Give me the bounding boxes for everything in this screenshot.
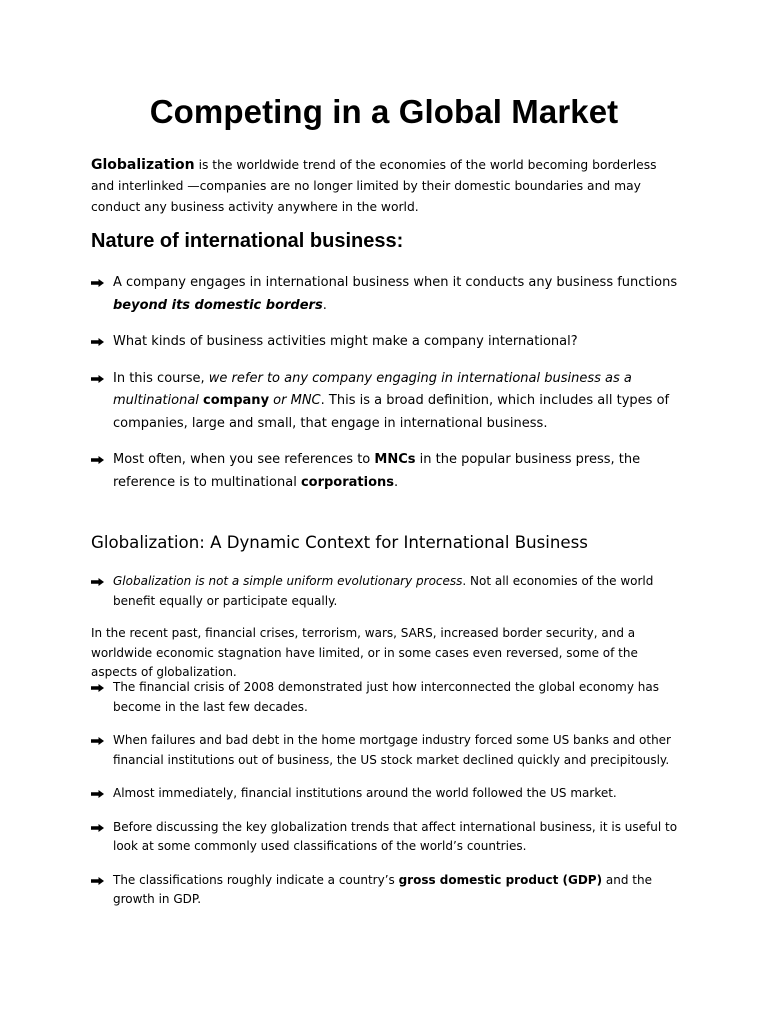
text-run: The classifications roughly indicate a country’s [113,872,399,887]
arrow-bullet-icon [91,737,104,745]
bullet-text [113,873,652,907]
bullet-item [91,572,693,611]
bullet-item [91,449,688,494]
text-run: corporations [300,474,395,490]
text-run: or MNC [269,393,321,408]
text-run: Most often, when you see references to [113,452,375,467]
nature-bullet-list [91,272,688,494]
page-title: Competing in a Global Market [149,93,619,130]
section-heading-globalization: Globalization: A Dynamic Context for International Business [91,533,588,552]
text-run: Globalization is not a simple uniform evolutionary process [113,574,463,588]
globalization-paragraph: In the recent past, financial crises, terrorism, wars, SARS, increased border security, and a worldwide economic stagnation have limited, or in some cases even reversed, some of the aspects of globalization. [91,626,638,679]
text-run: company [203,393,270,408]
text-run: . [322,297,327,313]
text-run: in the popular business press, the reference is to multinational [113,452,641,490]
bullet-item [91,678,693,717]
arrow-bullet-icon [91,824,104,832]
text-run: . [394,474,399,490]
arrow-bullet-icon [91,375,104,383]
text-run: In this course, [113,370,209,386]
bullet-text [113,786,617,800]
text-run: A company engages in international business when it conducts any business functions [113,275,678,290]
bullet-item [91,331,688,354]
bullet-text [113,820,677,854]
text-run: and the growth in GDP. [113,872,652,906]
intro-paragraph [91,155,671,218]
intro-lead-term: Globalization [91,157,195,173]
arrow-bullet-icon [91,578,104,586]
arrow-bullet-icon [91,279,104,287]
text-run: What kinds of business activities might make a company international? [113,334,578,349]
intro-text: is the worldwide trend of the economies of the world becoming borderless and interlinked —companies are no longer limited by their domestic boundaries and may conduct any business activity anywhere in the world. [91,158,657,214]
text-run: Almost immediately, financial institutions around the world followed the US market. [113,786,617,800]
bullet-text [113,680,659,714]
bullet-item [91,731,693,770]
crisis-bullet-list [91,678,693,910]
text-run: . Not all economies of the world benefit equally or participate equally. [113,574,654,608]
text-run: gross domestic product (GDP) [398,872,603,887]
bullet-text [113,574,653,608]
bullet-text [113,452,640,490]
text-run: Before discussing the key globalization trends that affect international business, it is useful to look at some commonly used classifications of the world’s countries. [113,819,678,853]
arrow-bullet-icon [91,456,104,464]
bullet-item [91,784,693,804]
section-heading-nature: Nature of international business: [91,230,404,252]
text-run: The financial crisis of 2008 demonstrated just how interconnected the global economy has become in the last few decades. [113,680,659,714]
text-run: . This is a broad definition, which includes all types of companies, large and small, that engage in international business. [113,393,670,431]
bullet-text [113,733,671,767]
bullet-item [91,871,693,910]
text-run: When failures and bad debt in the home mortgage industry forced some US banks and other financial institutions out of business, the US stock market declined quickly and precipitously. [113,733,671,767]
arrow-bullet-icon [91,790,104,798]
text-run: we refer to any company engaging in international business as a multinational [113,370,632,408]
bullet-item [91,272,688,317]
arrow-bullet-icon [91,877,104,885]
bullet-item [91,368,688,436]
globalization-bullet-list [91,572,693,611]
text-run: beyond its domestic borders [113,297,323,313]
arrow-bullet-icon [91,338,104,346]
bullet-text [113,275,677,313]
bullet-text [113,334,578,349]
bullet-text [113,371,669,431]
arrow-bullet-icon [91,684,104,692]
text-run: MNCs [374,452,416,467]
bullet-item [91,818,693,857]
